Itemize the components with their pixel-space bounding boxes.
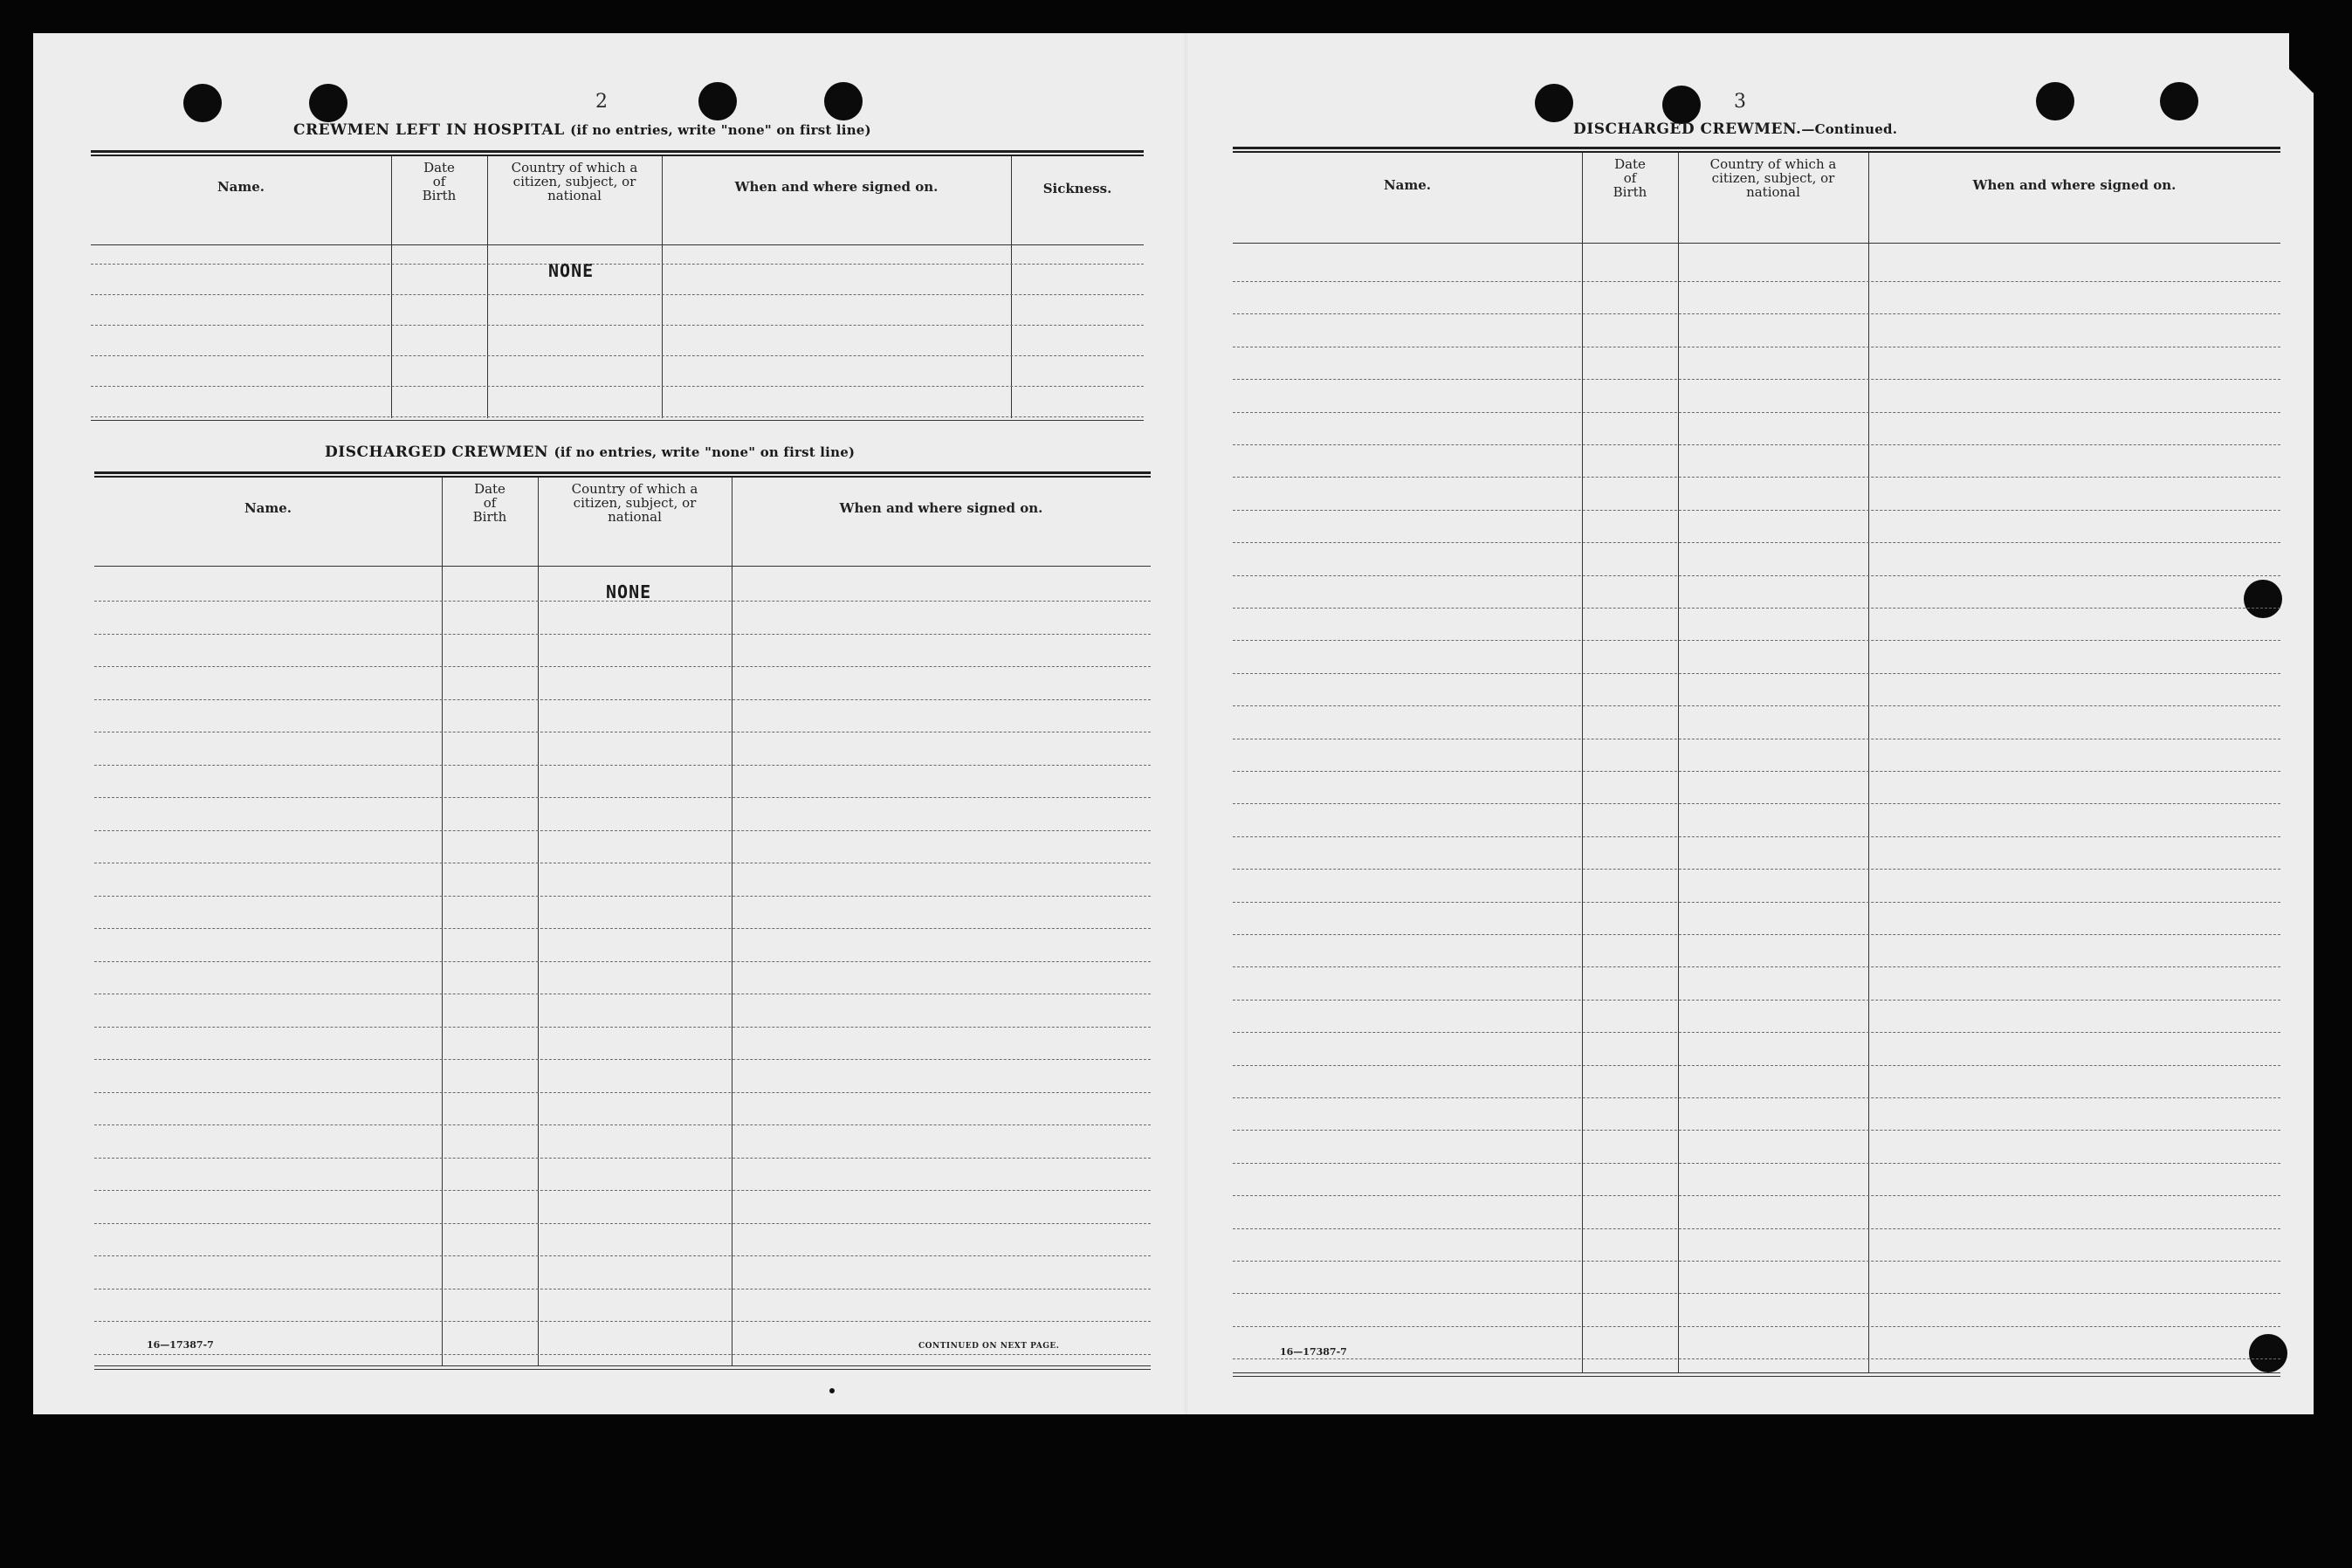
column-header-sickness: Sickness. — [1042, 181, 1112, 196]
entry-line — [94, 1255, 1151, 1256]
table-bottom-rule — [1233, 1372, 2280, 1373]
discharged-continued-suffix: —Continued. — [1801, 121, 1898, 137]
header-line: citizen, subject, or — [573, 495, 697, 511]
entry-line — [94, 1223, 1151, 1224]
entry-line — [1233, 1195, 2280, 1196]
header-line: Country of which a — [511, 160, 638, 175]
entry-line — [1233, 869, 2280, 870]
entry-line — [1233, 1293, 2280, 1294]
entry-line — [1233, 1163, 2280, 1164]
column-header-dob — [442, 482, 538, 524]
entry-line — [1233, 412, 2280, 413]
page-number-left: 2 — [595, 91, 608, 113]
hospital-none-entry: NONE — [548, 260, 595, 281]
table-bottom-rule — [1233, 1376, 2280, 1377]
entry-line — [1233, 379, 2280, 380]
column-header-name: Name. — [217, 179, 265, 195]
entry-line — [1233, 803, 2280, 804]
header-line: Date — [474, 481, 505, 497]
entry-line — [94, 601, 1151, 602]
discharged-none-entry: NONE — [606, 581, 652, 602]
entry-line — [1233, 902, 2280, 903]
table-bottom-rule — [94, 1369, 1151, 1370]
column-header-dob — [1582, 157, 1678, 199]
entry-line — [94, 1354, 1151, 1355]
form-code-right: 16—17387-7 — [1280, 1346, 1347, 1358]
entry-line — [94, 1321, 1151, 1322]
entry-line — [94, 634, 1151, 635]
entry-line — [1233, 477, 2280, 478]
header-line: Country of which a — [1709, 156, 1837, 172]
punch-hole — [2160, 82, 2198, 120]
entry-line — [1233, 1000, 2280, 1001]
table-top-rule — [1233, 151, 2280, 153]
entry-line — [94, 1059, 1151, 1060]
discharged-table-left — [94, 471, 1151, 1371]
entry-line — [1233, 966, 2280, 967]
entry-line — [94, 699, 1151, 700]
entry-line — [94, 830, 1151, 831]
header-line: of — [432, 174, 446, 189]
hospital-section-title — [293, 121, 871, 139]
document-sheet — [33, 33, 2314, 1414]
column-divider — [538, 478, 539, 1366]
entry-line — [1233, 542, 2280, 543]
table-top-rule — [94, 476, 1151, 478]
header-line: Date — [1614, 156, 1646, 172]
entry-line — [91, 264, 1144, 265]
column-divider — [1678, 153, 1679, 1373]
header-line: Date — [423, 160, 455, 175]
column-header-signed-on: When and where signed on. — [839, 500, 1043, 516]
column-header-name: Name. — [244, 500, 292, 516]
entry-line — [1233, 705, 2280, 706]
form-code-left: 16—17387-7 — [147, 1339, 214, 1351]
table-bottom-rule — [91, 420, 1144, 421]
entry-line — [1233, 640, 2280, 641]
discharged-title-note: (if no entries, write "none" on first line) — [554, 444, 856, 460]
entry-line — [1233, 934, 2280, 935]
continued-note: CONTINUED ON NEXT PAGE. — [918, 1342, 1060, 1351]
header-line: Birth — [472, 509, 507, 525]
discharged-continued-title — [1573, 120, 1897, 138]
entry-line — [94, 765, 1151, 766]
entry-line — [91, 325, 1144, 326]
entry-line — [91, 355, 1144, 356]
header-line: national — [608, 509, 662, 525]
hospital-title-text: CREWMEN LEFT IN HOSPITAL — [293, 121, 565, 139]
entry-line — [1233, 313, 2280, 314]
entry-line — [94, 961, 1151, 962]
header-line: national — [1746, 184, 1800, 200]
entry-line — [1233, 1261, 2280, 1262]
hospital-table — [91, 150, 1144, 423]
header-line: Birth — [422, 188, 457, 203]
header-bottom-rule — [1233, 243, 2280, 244]
entry-line — [94, 666, 1151, 667]
entry-line — [1233, 1065, 2280, 1066]
table-top-rule — [94, 471, 1151, 474]
entry-line — [1233, 673, 2280, 674]
entry-line — [1233, 771, 2280, 772]
discharged-continued-text: DISCHARGED CREWMEN. — [1573, 120, 1802, 138]
header-line: national — [547, 188, 602, 203]
entry-line — [1233, 510, 2280, 511]
column-divider — [1011, 156, 1012, 418]
table-top-rule — [91, 150, 1144, 153]
header-line: citizen, subject, or — [512, 174, 636, 189]
header-line: of — [1623, 170, 1637, 186]
header-line: Country of which a — [571, 481, 698, 497]
entry-line — [94, 1027, 1151, 1028]
entry-line — [94, 1092, 1151, 1093]
entry-line — [1233, 1326, 2280, 1327]
column-divider — [662, 156, 663, 418]
entry-line — [94, 896, 1151, 897]
header-bottom-rule — [94, 566, 1151, 567]
entry-line — [1233, 1130, 2280, 1131]
table-top-rule — [91, 155, 1144, 156]
entry-line — [91, 386, 1144, 387]
discharged-title-text: DISCHARGED CREWMEN — [325, 444, 549, 461]
entry-line — [1233, 1032, 2280, 1033]
header-line: Birth — [1613, 184, 1647, 200]
entry-line — [91, 416, 1144, 417]
punch-hole — [309, 84, 347, 122]
entry-line — [94, 1158, 1151, 1159]
folded-corner — [2289, 33, 2314, 129]
punch-hole — [824, 82, 863, 120]
discharged-table-right — [1233, 147, 2280, 1378]
punch-hole — [1662, 86, 1701, 124]
entry-line — [1233, 575, 2280, 576]
page-number-right: 3 — [1734, 91, 1746, 113]
page-fold — [1185, 33, 1187, 1414]
column-divider — [1868, 153, 1869, 1373]
column-header-signed-on: When and where signed on. — [734, 179, 939, 195]
column-header-country — [1678, 157, 1868, 199]
column-header-signed-on: When and where signed on. — [1972, 177, 2177, 193]
punch-hole — [2036, 82, 2074, 120]
column-divider — [1582, 153, 1583, 1373]
entry-line — [1233, 1358, 2280, 1359]
entry-line — [1233, 608, 2280, 609]
column-header-dob — [391, 161, 487, 203]
entry-line — [94, 1190, 1151, 1191]
punch-hole — [1535, 84, 1573, 122]
entry-line — [1233, 1228, 2280, 1229]
header-line: of — [483, 495, 497, 511]
table-top-rule — [1233, 147, 2280, 149]
column-divider — [442, 478, 443, 1366]
column-header-country — [538, 482, 732, 524]
entry-line — [1233, 444, 2280, 445]
column-header-country — [487, 161, 662, 203]
entry-line — [94, 928, 1151, 929]
header-bottom-rule — [91, 244, 1144, 245]
header-line: citizen, subject, or — [1711, 170, 1835, 186]
hospital-title-note: (if no entries, write "none" on first line) — [570, 122, 871, 138]
entry-line — [1233, 1097, 2280, 1098]
punch-hole — [698, 82, 737, 120]
entry-line — [91, 294, 1144, 295]
table-bottom-rule — [94, 1365, 1151, 1366]
punch-hole — [183, 84, 222, 122]
column-header-name: Name. — [1383, 177, 1432, 193]
entry-line — [1233, 281, 2280, 282]
ink-speck — [829, 1388, 835, 1393]
entry-line — [94, 797, 1151, 798]
entry-line — [1233, 836, 2280, 837]
discharged-section-title — [325, 444, 855, 461]
entry-line — [94, 1124, 1151, 1125]
